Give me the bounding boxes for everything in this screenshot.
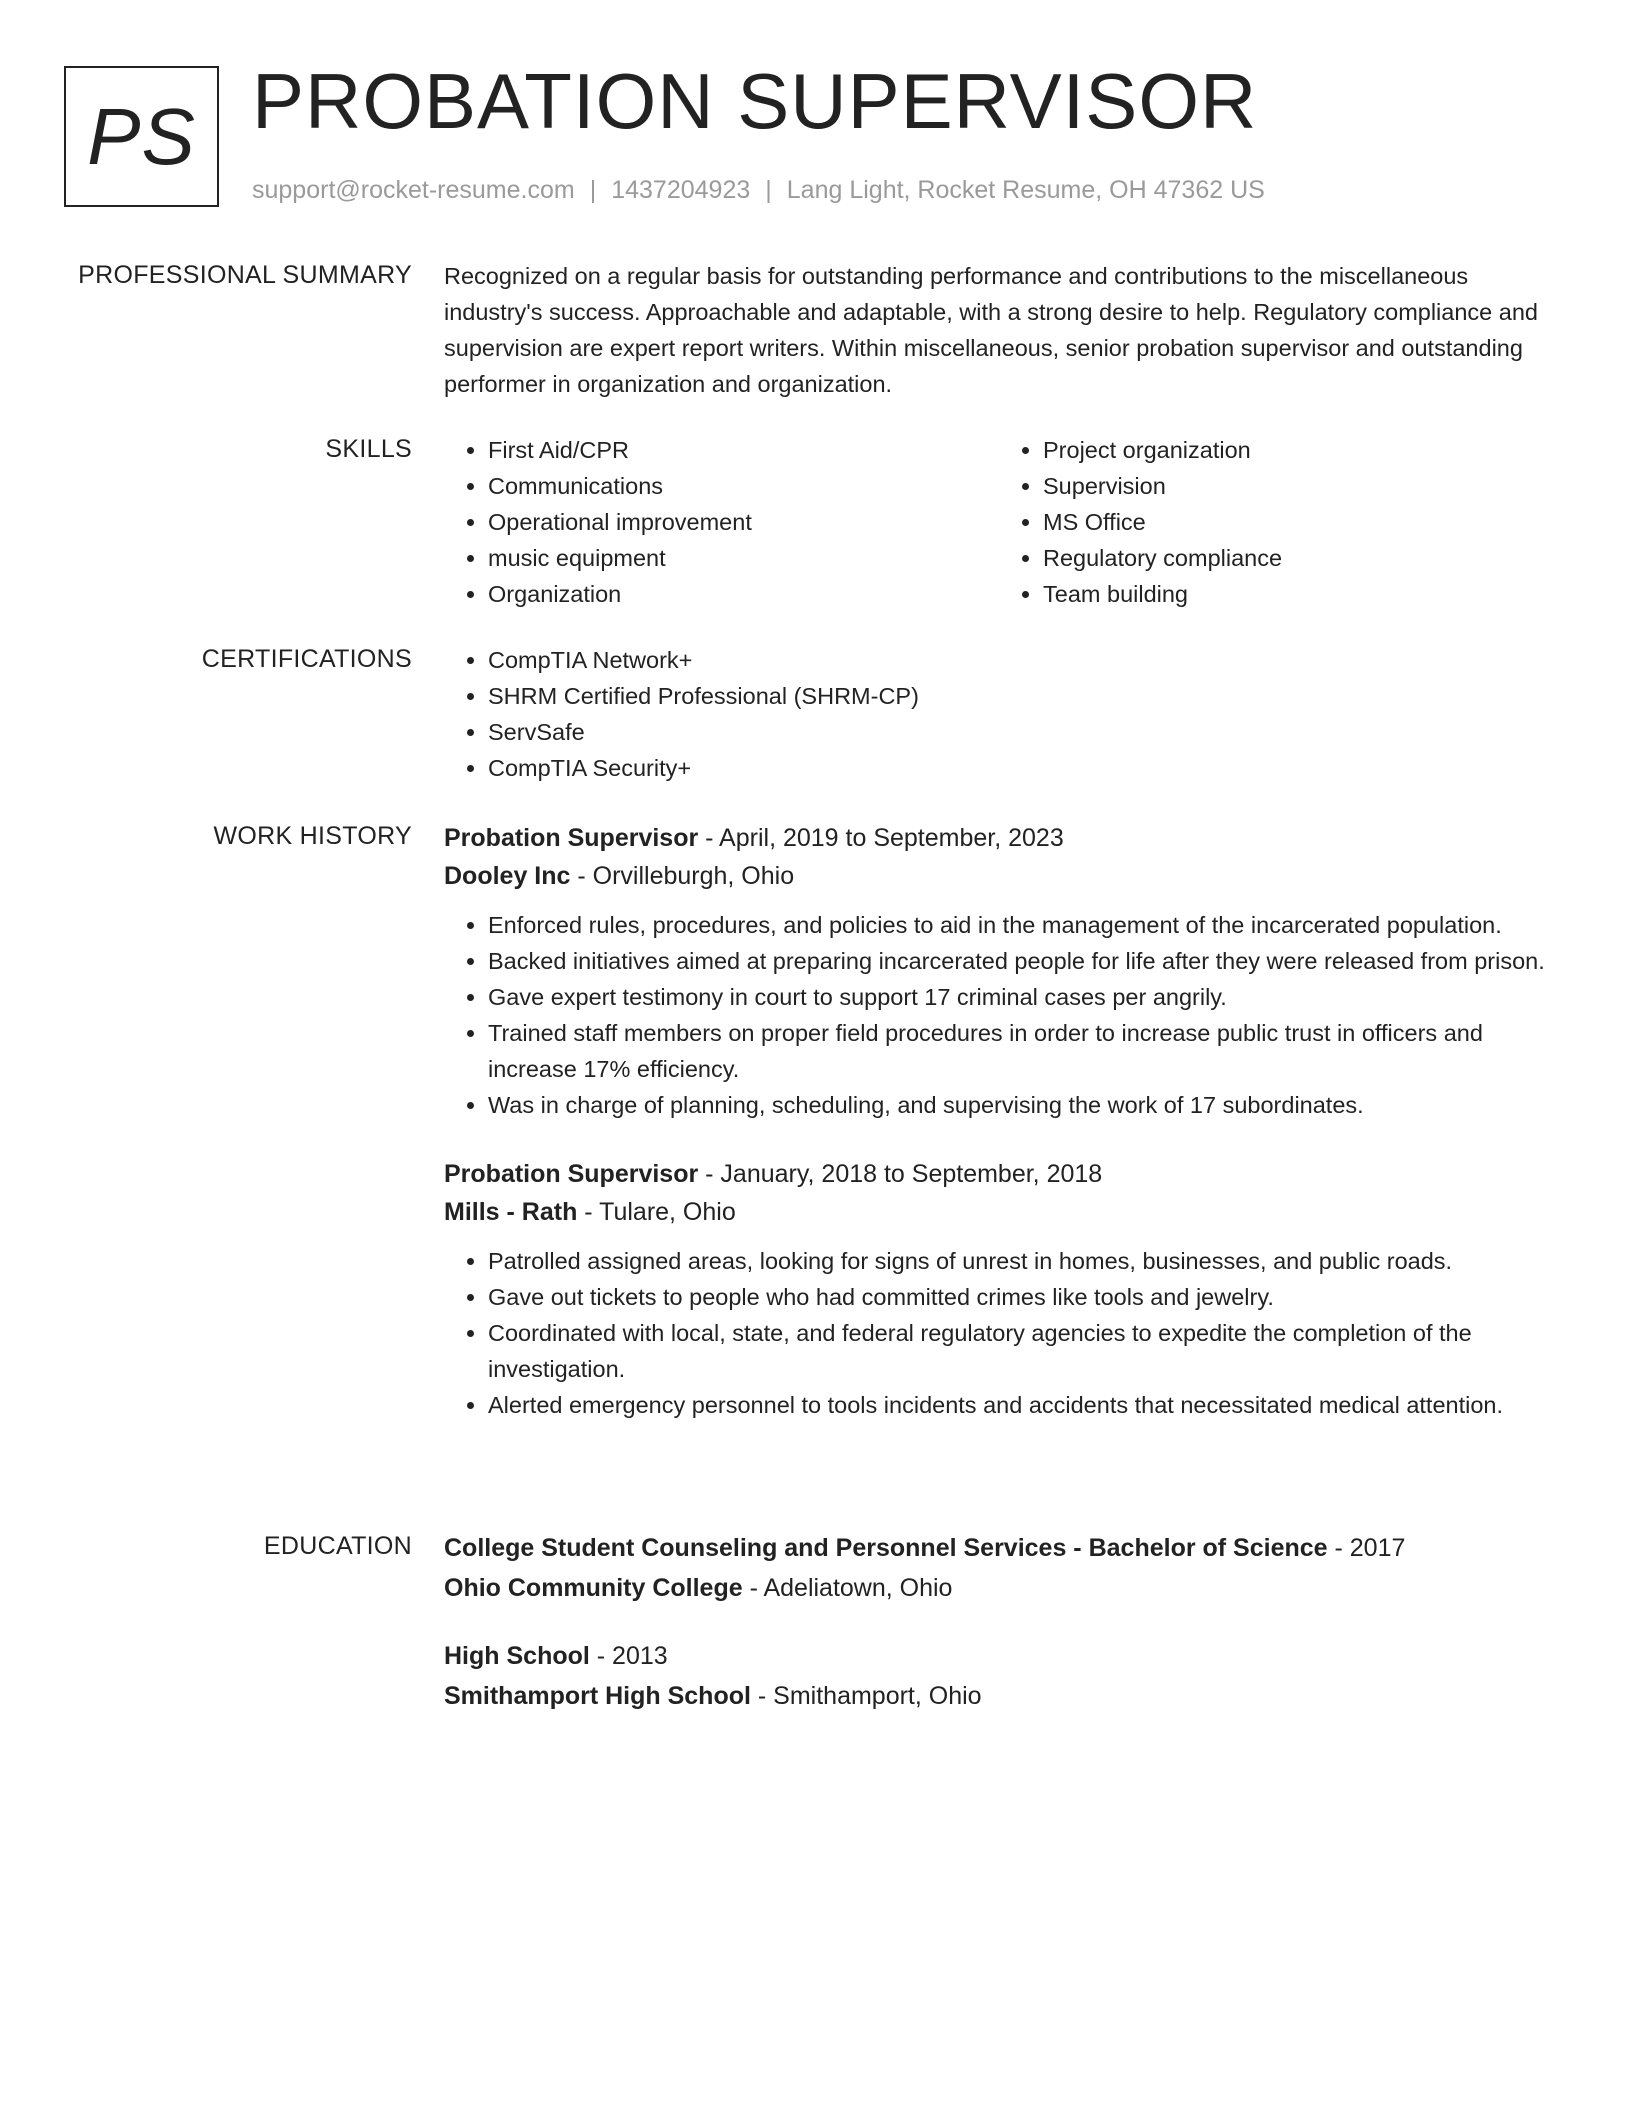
work-history-body bbox=[444, 819, 1554, 1423]
section-label-work-history: WORK HISTORY bbox=[213, 822, 412, 850]
contact-line bbox=[252, 174, 1265, 206]
skill-item: • First Aid/CPR bbox=[488, 432, 999, 468]
job-company: Dooley Inc bbox=[444, 862, 571, 890]
job-bullet: • Enforced rules, procedures, and policies to aid in the management of the incarcerated population. bbox=[488, 907, 1554, 943]
job-company-line bbox=[444, 857, 1554, 895]
skill-item: • music equipment bbox=[488, 540, 999, 576]
contact-phone[interactable]: 1437204923 bbox=[611, 176, 751, 204]
certification-item: • ServSafe bbox=[488, 714, 1554, 750]
job-bullet: • Gave out tickets to people who had committed crimes like tools and jewelry. bbox=[488, 1279, 1554, 1315]
education-degree-line bbox=[444, 1529, 1554, 1567]
job-dates: - January, 2018 to September, 2018 bbox=[698, 1160, 1103, 1188]
skill-item: • Regulatory compliance bbox=[1043, 540, 1554, 576]
skills-list-left bbox=[444, 432, 999, 612]
education-entry bbox=[444, 1637, 1554, 1715]
certifications-body bbox=[444, 642, 1554, 786]
job-title: Probation Supervisor bbox=[444, 1160, 699, 1188]
contact-address: Lang Light, Rocket Resume, OH 47362 US bbox=[786, 176, 1265, 204]
skill-item: • Operational improvement bbox=[488, 504, 999, 540]
job-bullet: • Was in charge of planning, scheduling, and supervising the work of 17 subordinates. bbox=[488, 1087, 1554, 1123]
skill-item: • Supervision bbox=[1043, 468, 1554, 504]
education-location: - Smithamport, Ohio bbox=[750, 1682, 982, 1710]
education-school-line bbox=[444, 1677, 1554, 1715]
summary-text: Recognized on a regular basis for outstanding performance and contributions to the miscellaneous industry's success. Approachable and adaptable, with a strong desire to help. Regulatory compliance and supervision are expert report writers. Within miscellaneous, senior probation supervisor and outstanding performer in organization and organization. bbox=[444, 263, 1538, 397]
certification-item: • CompTIA Network+ bbox=[488, 642, 1554, 678]
job-bullets bbox=[444, 1243, 1554, 1423]
skill-item: • Project organization bbox=[1043, 432, 1554, 468]
summary-body bbox=[444, 258, 1554, 402]
job-bullets bbox=[444, 907, 1554, 1123]
job-location: - Orvilleburgh, Ohio bbox=[570, 862, 795, 890]
skill-item: • MS Office bbox=[1043, 504, 1554, 540]
education-location: - Adeliatown, Ohio bbox=[742, 1574, 953, 1602]
education-year: - 2017 bbox=[1327, 1534, 1406, 1562]
skill-item: • Communications bbox=[488, 468, 999, 504]
job-title: Probation Supervisor bbox=[444, 824, 699, 852]
education-school: Ohio Community College bbox=[444, 1574, 743, 1602]
contact-separator: | bbox=[589, 176, 597, 204]
monogram-logo: PS bbox=[64, 66, 219, 207]
certifications-list bbox=[444, 642, 1554, 786]
certification-item: • SHRM Certified Professional (SHRM-CP) bbox=[488, 678, 1554, 714]
section-label-certifications: CERTIFICATIONS bbox=[201, 645, 412, 673]
job-bullet: • Trained staff members on proper field procedures in order to increase public trust in officers and increase 17% efficiency. bbox=[488, 1015, 1554, 1087]
job-dates: - April, 2019 to September, 2023 bbox=[698, 824, 1064, 852]
education-year: - 2013 bbox=[589, 1642, 668, 1670]
job-bullet: • Coordinated with local, state, and federal regulatory agencies to expedite the completion of the investigation. bbox=[488, 1315, 1554, 1387]
job-company-line bbox=[444, 1193, 1554, 1231]
skills-body bbox=[444, 432, 1554, 612]
section-label-skills: SKILLS bbox=[325, 435, 412, 463]
certification-item: • CompTIA Security+ bbox=[488, 750, 1554, 786]
job-location: - Tulare, Ohio bbox=[577, 1198, 736, 1226]
education-degree-line bbox=[444, 1637, 1554, 1675]
job-title-line bbox=[444, 1155, 1554, 1193]
job-bullet: • Gave expert testimony in court to support 17 criminal cases per angrily. bbox=[488, 979, 1554, 1015]
job-company: Mills - Rath bbox=[444, 1198, 578, 1226]
resume-title: PROBATION SUPERVISOR bbox=[252, 57, 1258, 145]
education-degree: College Student Counseling and Personnel Services - Bachelor of Science bbox=[444, 1534, 1328, 1562]
contact-email[interactable]: support@rocket-resume.com bbox=[252, 176, 575, 204]
education-entry bbox=[444, 1529, 1554, 1607]
section-label-summary: PROFESSIONAL SUMMARY bbox=[78, 261, 412, 289]
education-degree: High School bbox=[444, 1642, 590, 1670]
job-title-line bbox=[444, 819, 1554, 857]
job-bullet: • Patrolled assigned areas, looking for signs of unrest in homes, businesses, and public roads. bbox=[488, 1243, 1554, 1279]
education-body bbox=[444, 1529, 1554, 1715]
education-school: Smithamport High School bbox=[444, 1682, 751, 1710]
contact-separator: | bbox=[765, 176, 772, 204]
skills-list-right bbox=[999, 432, 1554, 612]
job-bullet: • Backed initiatives aimed at preparing incarcerated people for life after they were released from prison. bbox=[488, 943, 1554, 979]
section-label-education: EDUCATION bbox=[263, 1532, 412, 1560]
education-school-line bbox=[444, 1569, 1554, 1607]
job-entry bbox=[444, 819, 1554, 1123]
skill-item: • Organization bbox=[488, 576, 999, 612]
job-bullet: • Alerted emergency personnel to tools incidents and accidents that necessitated medical attention. bbox=[488, 1387, 1554, 1423]
job-entry bbox=[444, 1155, 1554, 1423]
skill-item: • Team building bbox=[1043, 576, 1554, 612]
